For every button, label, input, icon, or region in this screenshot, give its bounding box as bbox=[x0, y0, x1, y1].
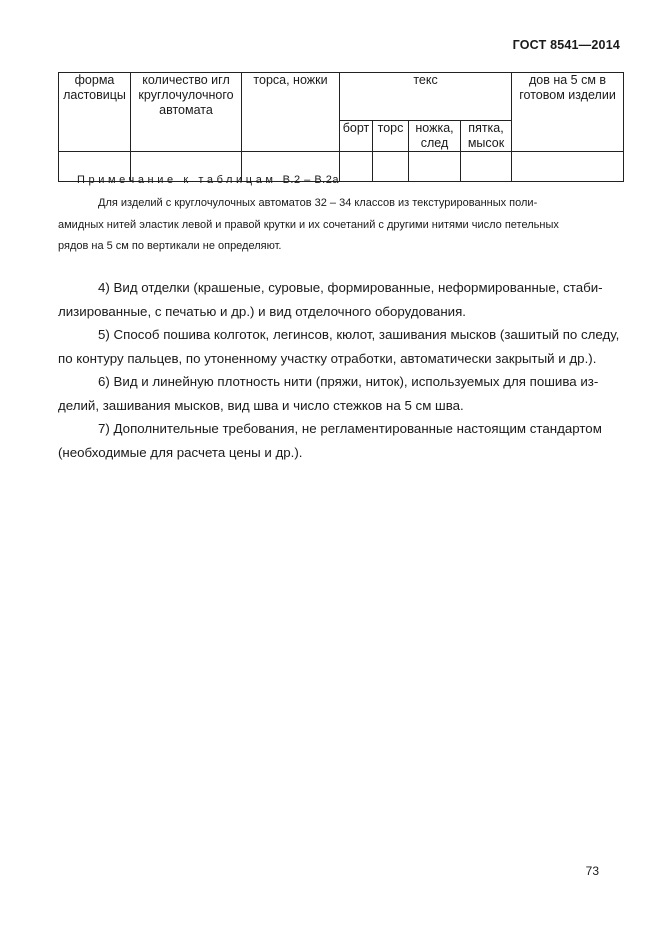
paragraph-item-7-cont: (необходимые для расчета цены и др.). bbox=[58, 444, 303, 460]
note-reference: В.2 – В.2а bbox=[282, 174, 339, 186]
page-number: 73 bbox=[585, 864, 599, 878]
body-text bbox=[58, 276, 621, 464]
table-cell bbox=[512, 152, 624, 182]
header-tex-group: текс bbox=[340, 73, 512, 121]
table-header-row bbox=[59, 73, 624, 121]
paragraph-item-4-cont: лизированные, с печатью и др.) и вид отделочного оборудования. bbox=[58, 303, 466, 319]
header-needle-count: количество игл круглочулочного автомата bbox=[131, 73, 242, 152]
subheader-welt: борт bbox=[340, 121, 373, 152]
table-cell bbox=[409, 152, 461, 182]
note-title: Примечание к таблицам В.2 – В.2а bbox=[77, 174, 339, 186]
paragraph-item-5: 5) Способ пошива колготок, легинсов, кюлот, зашивания мысков (зашитый по следу, bbox=[98, 327, 620, 342]
table-cell bbox=[461, 152, 512, 182]
header-rows-per-5cm: дов на 5 см в готовом изделии bbox=[512, 73, 624, 152]
note-line: амидных нитей эластик левой и правой крутки и их сочетаний с другими нитями число петельных bbox=[58, 218, 559, 231]
paragraph-item-5-cont: по контуру пальцев, по утоненному участку отработки, автоматически закрытый и др.). bbox=[58, 350, 597, 366]
paragraph-item-7: 7) Дополнительные требования, не регламентированные настоящим стандартом bbox=[98, 421, 602, 436]
paragraph-item-4: 4) Вид отделки (крашеные, суровые, формированные, неформированные, стаби- bbox=[98, 280, 603, 295]
paragraph-item-6-cont: делий, зашивания мысков, вид шва и число стежков на 5 см шва. bbox=[58, 397, 464, 413]
header-torso-leg: торса, ножки bbox=[242, 73, 340, 152]
document-code: ГОСТ 8541—2014 bbox=[512, 38, 620, 52]
subheader-torso: торс bbox=[373, 121, 409, 152]
note-text bbox=[58, 193, 621, 258]
spec-table bbox=[58, 72, 624, 182]
table-cell bbox=[373, 152, 409, 182]
table-cell bbox=[340, 152, 373, 182]
header-gusset-shape: форма ластовицы bbox=[59, 73, 131, 152]
paragraph-item-6: 6) Вид и линейную плотность нити (пряжи, ниток), используемых для пошива из- bbox=[98, 374, 599, 389]
subheader-leg-foot: ножка, след bbox=[409, 121, 461, 152]
note-line: Для изделий с круглочулочных автоматов 32 – 34 классов из текстурированных поли- bbox=[98, 197, 538, 209]
note-line: рядов на 5 см по вертикали не определяют. bbox=[58, 240, 282, 252]
subheader-heel-toe: пятка, мысок bbox=[461, 121, 512, 152]
